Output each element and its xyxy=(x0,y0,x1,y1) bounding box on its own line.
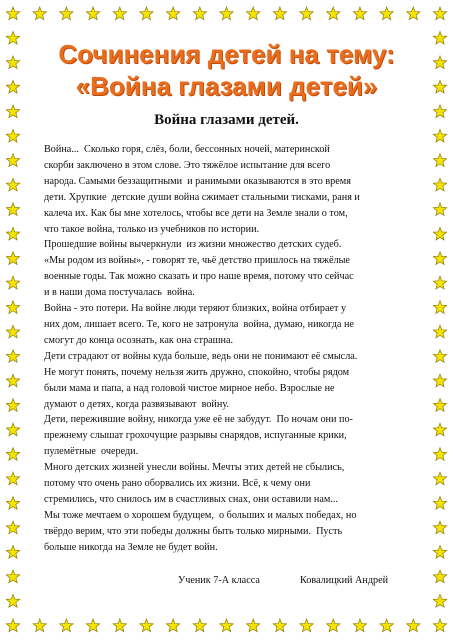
text-line: дети. Хрупкие детские души война сжимает стальными тисками, раня и xyxy=(44,191,360,203)
text-line: них дом, лишает всего. Те, кого не затронула война, думаю, никогда не xyxy=(44,318,354,330)
star-icon xyxy=(33,7,46,20)
star-icon xyxy=(247,7,260,20)
star-icon xyxy=(220,619,233,632)
star-icon xyxy=(6,472,19,485)
star-icon xyxy=(6,325,19,338)
heading-line-1: Сочинения детей на тему: xyxy=(58,39,395,69)
star-icon xyxy=(433,374,446,387)
star-icon xyxy=(6,227,19,240)
star-icon xyxy=(300,619,313,632)
star-icon xyxy=(433,497,446,510)
star-icon xyxy=(433,595,446,608)
text-line: Дети, пережившие войну, никогда уже её не забудут. По ночам они по- xyxy=(44,414,353,426)
star-icon xyxy=(6,570,19,583)
star-icon xyxy=(433,203,446,216)
star-icon xyxy=(433,56,446,69)
star-icon xyxy=(433,105,446,118)
star-icon xyxy=(6,252,19,265)
text-line: потому что очень рано оборвались их жизни. Всё, к чему они xyxy=(44,478,311,490)
star-icon xyxy=(6,129,19,142)
star-icon xyxy=(140,619,153,632)
star-icon xyxy=(166,619,179,632)
star-icon xyxy=(433,301,446,314)
star-icon xyxy=(433,276,446,289)
star-icon xyxy=(6,497,19,510)
star-icon xyxy=(433,399,446,412)
star-icon xyxy=(433,350,446,363)
star-icon xyxy=(86,7,99,20)
star-icon xyxy=(380,7,393,20)
text-line: Дети страдают от войны куда больше, ведь они не понимают её смысла. xyxy=(44,350,358,362)
text-line: военные годы. Так можно сказать и про наше время, потому что сейчас xyxy=(44,271,354,283)
star-icon xyxy=(433,252,446,265)
text-line: были мама и папа, а над головой чистое мирное небо. Взрослые не xyxy=(44,382,335,394)
star-icon xyxy=(193,619,206,632)
essay-title: Война глазами детей. xyxy=(154,112,299,128)
text-line: народа. Самыми беззащитными и ранимыми оказываются в это время xyxy=(44,175,351,187)
star-icon xyxy=(6,301,19,314)
star-icon xyxy=(433,129,446,142)
text-line: Много детских жизней унесли войны. Мечты этих детей не сбылись, xyxy=(44,462,345,474)
student-class: Ученик 7-А класса xyxy=(178,575,260,586)
star-icon xyxy=(300,7,313,20)
text-line: твёрдо верим, что эти победы должны быть только мирными. Пусть xyxy=(44,525,343,537)
star-icon xyxy=(273,619,286,632)
star-icon xyxy=(6,178,19,191)
text-line: смогут до конца осознать, как она страшна. xyxy=(44,334,234,346)
star-icon xyxy=(6,203,19,216)
star-icon xyxy=(220,7,233,20)
star-icon xyxy=(6,374,19,387)
star-icon xyxy=(140,7,153,20)
student-name: Ковалицкий Андрей xyxy=(300,575,389,586)
star-icon xyxy=(433,472,446,485)
star-icon xyxy=(327,7,340,20)
heading-line-2: «Война глазами детей» xyxy=(75,71,378,101)
star-icon xyxy=(433,154,446,167)
star-icon xyxy=(433,521,446,534)
star-icon xyxy=(407,619,420,632)
star-icon xyxy=(6,448,19,461)
star-icon xyxy=(353,619,366,632)
text-line: прежнему слышат грохочущие разрывы снарядов, испуганные крики, xyxy=(44,430,347,442)
star-icon xyxy=(113,7,126,20)
star-icon xyxy=(247,619,260,632)
star-icon xyxy=(60,7,73,20)
star-icon xyxy=(380,619,393,632)
star-icon xyxy=(113,619,126,632)
text-line: пулемётные очереди. xyxy=(44,446,139,458)
text-line: Мы тоже мечтаем о хорошем будущем, о больших и малых победах, но xyxy=(44,509,357,521)
star-icon xyxy=(6,7,19,20)
star-icon xyxy=(6,619,19,632)
star-icon xyxy=(433,227,446,240)
star-icon xyxy=(433,31,446,44)
star-icon xyxy=(6,546,19,559)
text-line: Война - это потери. На войне люди теряют близких, война отбирает у xyxy=(44,303,347,315)
page-heading xyxy=(20,38,433,102)
star-icon xyxy=(6,80,19,93)
star-icon xyxy=(433,546,446,559)
star-icon xyxy=(6,31,19,44)
star-icon xyxy=(433,619,446,632)
star-icon xyxy=(327,619,340,632)
star-icon xyxy=(433,570,446,583)
star-icon xyxy=(433,80,446,93)
text-line: Война... Сколько горя, слёз, боли, бессонных ночей, материнской xyxy=(44,144,330,155)
star-icon xyxy=(6,154,19,167)
star-icon xyxy=(6,399,19,412)
text-line: что такое война, только из учебников по истории. xyxy=(44,223,260,235)
text-line: Прошедшие войны вычеркнули из жизни множество детских судеб. xyxy=(44,239,342,251)
star-icon xyxy=(60,619,73,632)
star-icon xyxy=(353,7,366,20)
text-line: и в наши дома постучалась война. xyxy=(44,287,195,299)
text-line: калеча их. Как бы мне хотелось, чтобы все дети на Земле знали о том, xyxy=(44,207,348,219)
star-icon xyxy=(193,7,206,20)
star-icon xyxy=(433,423,446,436)
text-line: «Мы родом из войны», - говорят те, чьё детство пришлось на тяжёлые xyxy=(44,255,350,267)
star-icon xyxy=(6,276,19,289)
text-line: стремились, что снилось им в счастливых снах, они оставили нам... xyxy=(44,493,338,505)
essay-text xyxy=(44,142,416,556)
star-icon xyxy=(6,56,19,69)
text-line: думают о детях, когда развязывают войну. xyxy=(44,398,229,410)
star-icon xyxy=(433,7,446,20)
star-icon xyxy=(6,595,19,608)
text-line: больше никогда на Земле не будет войн. xyxy=(44,541,218,553)
star-icon xyxy=(166,7,179,20)
text-line: Не могут понять, почему нельзя жить дружно, спокойно, чтобы рядом xyxy=(44,366,350,378)
star-icon xyxy=(433,325,446,338)
star-icon xyxy=(407,7,420,20)
text-line: скорби заключено в этом слове. Это тяжёлое испытание для всего xyxy=(44,159,331,171)
star-icon xyxy=(86,619,99,632)
star-icon xyxy=(33,619,46,632)
star-icon xyxy=(433,178,446,191)
star-icon xyxy=(6,521,19,534)
star-icon xyxy=(273,7,286,20)
star-icon xyxy=(6,105,19,118)
star-icon xyxy=(6,423,19,436)
star-icon xyxy=(433,448,446,461)
star-icon xyxy=(6,350,19,363)
